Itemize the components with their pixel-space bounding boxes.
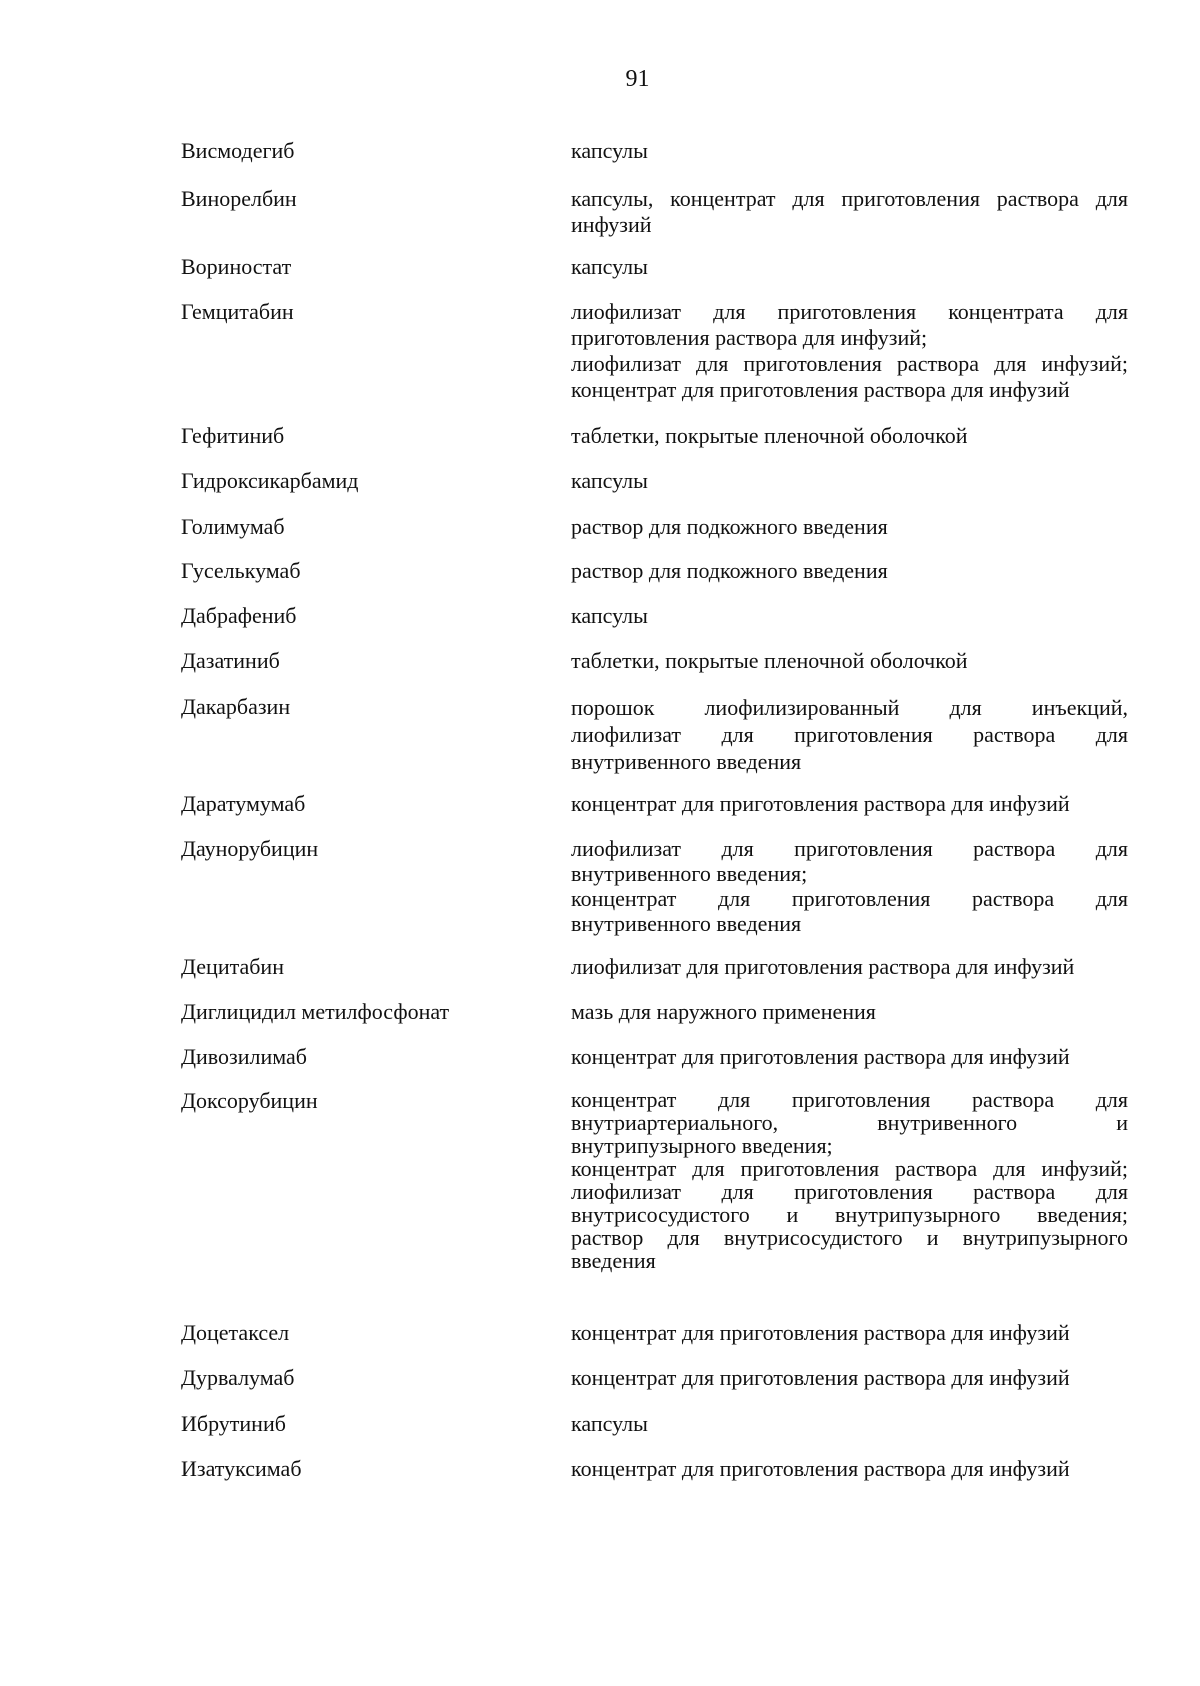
dosage-form-line: концентрат для приготовления раствора для инфузий [571,1365,1070,1390]
dosage-form [571,423,1128,449]
dosage-form [571,603,1128,629]
dosage-form-line: мазь для наружного применения [571,999,876,1024]
drug-name: Голимумаб [181,514,285,539]
dosage-form [571,1320,1128,1346]
dosage-form-line: капсулы [571,603,648,628]
dosage-form [571,186,1128,238]
dosage-form-line: инфузий [571,212,652,237]
dosage-form-line: концентрат для приготовления раствора для инфузий [571,1320,1070,1345]
drug-name: Гемцитабин [181,299,294,324]
dosage-form-line: внутрипузырного введения; [571,1133,833,1158]
dosage-form-line: концентрат для приготовления раствора для инфузий [571,791,1070,816]
dosage-form [571,1365,1128,1391]
dosage-form-line: концентрат для приготовления раствора для инфузий [571,1044,1070,1069]
drug-name: Ибрутиниб [181,1411,286,1436]
drug-name: Гидроксикарбамид [181,468,359,493]
dosage-form-line: лиофилизат для приготовления раствора для инфузий; [571,351,1128,376]
dosage-form-line: капсулы [571,254,648,279]
drug-name: Вориностат [181,254,292,279]
dosage-form [571,558,1128,584]
drug-name: Дазатиниб [181,648,280,673]
dosage-form [571,836,1128,936]
dosage-form-line: внутривенного введения [571,749,802,774]
dosage-form [571,1088,1128,1272]
dosage-form-line: внутривенного введения; [571,861,808,886]
dosage-form-line: лиофилизат для приготовления раствора для [571,1179,1128,1204]
dosage-form [571,1411,1128,1437]
drug-name: Изатуксимаб [181,1456,302,1481]
dosage-form [571,254,1128,280]
dosage-form [571,1044,1128,1070]
dosage-form-line: капсулы [571,138,648,163]
dosage-form-line: концентрат для приготовления раствора для [571,886,1128,911]
dosage-form-line: концентрат для приготовления раствора для [571,1087,1128,1112]
drug-name: Даратумумаб [181,791,306,816]
page-number: 91 [625,66,650,92]
drug-name: Децитабин [181,954,284,979]
dosage-form-line: концентрат для приготовления раствора для инфузий [571,377,1070,402]
drug-name: Гефитиниб [181,423,285,448]
drug-name: Дурвалумаб [181,1365,295,1390]
dosage-form [571,648,1128,674]
drug-name: Гуселькумаб [181,558,301,583]
drug-name: Диглицидил метилфосфонат [181,999,450,1024]
dosage-form-line: порошок лиофилизированный для инъекций, [571,695,1128,720]
dosage-form-line: раствор для внутрисосудистого и внутрипузырного [571,1225,1128,1250]
drug-name: Доцетаксел [181,1320,290,1345]
drug-name: Дабрафениб [181,603,297,628]
dosage-form-line: внутрисосудистого и внутрипузырного введения; [571,1202,1128,1227]
dosage-form [571,138,1128,164]
drug-name: Висмодегиб [181,138,295,163]
dosage-form [571,514,1128,540]
dosage-form [571,954,1128,980]
dosage-form-line: лиофилизат для приготовления концентрата для [571,299,1128,324]
dosage-form-line: раствор для подкожного введения [571,558,888,583]
dosage-form [571,1456,1128,1482]
dosage-form-line: концентрат для приготовления раствора для инфузий [571,1456,1070,1481]
dosage-form-line: лиофилизат для приготовления раствора для [571,722,1128,747]
dosage-form-line: капсулы [571,468,648,493]
dosage-form-line: капсулы [571,1411,648,1436]
dosage-form-line: таблетки, покрытые пленочной оболочкой [571,423,968,448]
dosage-form [571,468,1128,494]
dosage-form-line: приготовления раствора для инфузий; [571,325,928,350]
drug-name: Дакарбазин [181,694,291,719]
dosage-form [571,999,1128,1025]
dosage-form-line: лиофилизат для приготовления раствора для инфузий [571,954,1075,979]
dosage-form [571,694,1128,775]
dosage-form-line: введения [571,1248,656,1273]
dosage-form-line: концентрат для приготовления раствора для инфузий; [571,1156,1128,1181]
drug-name: Доксорубицин [181,1088,318,1113]
dosage-form-line: внутривенного введения [571,911,802,936]
drug-name: Дивозилимаб [181,1044,307,1069]
dosage-form [571,791,1128,817]
dosage-form-line: таблетки, покрытые пленочной оболочкой [571,648,968,673]
dosage-form [571,299,1128,403]
dosage-form-line: раствор для подкожного введения [571,514,888,539]
dosage-form-line: капсулы, концентрат для приготовления раствора для [571,186,1128,211]
drug-name: Винорелбин [181,186,297,211]
dosage-form-line: внутриартериального, внутривенного и [571,1110,1128,1135]
drug-name: Даунорубицин [181,836,319,861]
dosage-form-line: лиофилизат для приготовления раствора для [571,836,1128,861]
